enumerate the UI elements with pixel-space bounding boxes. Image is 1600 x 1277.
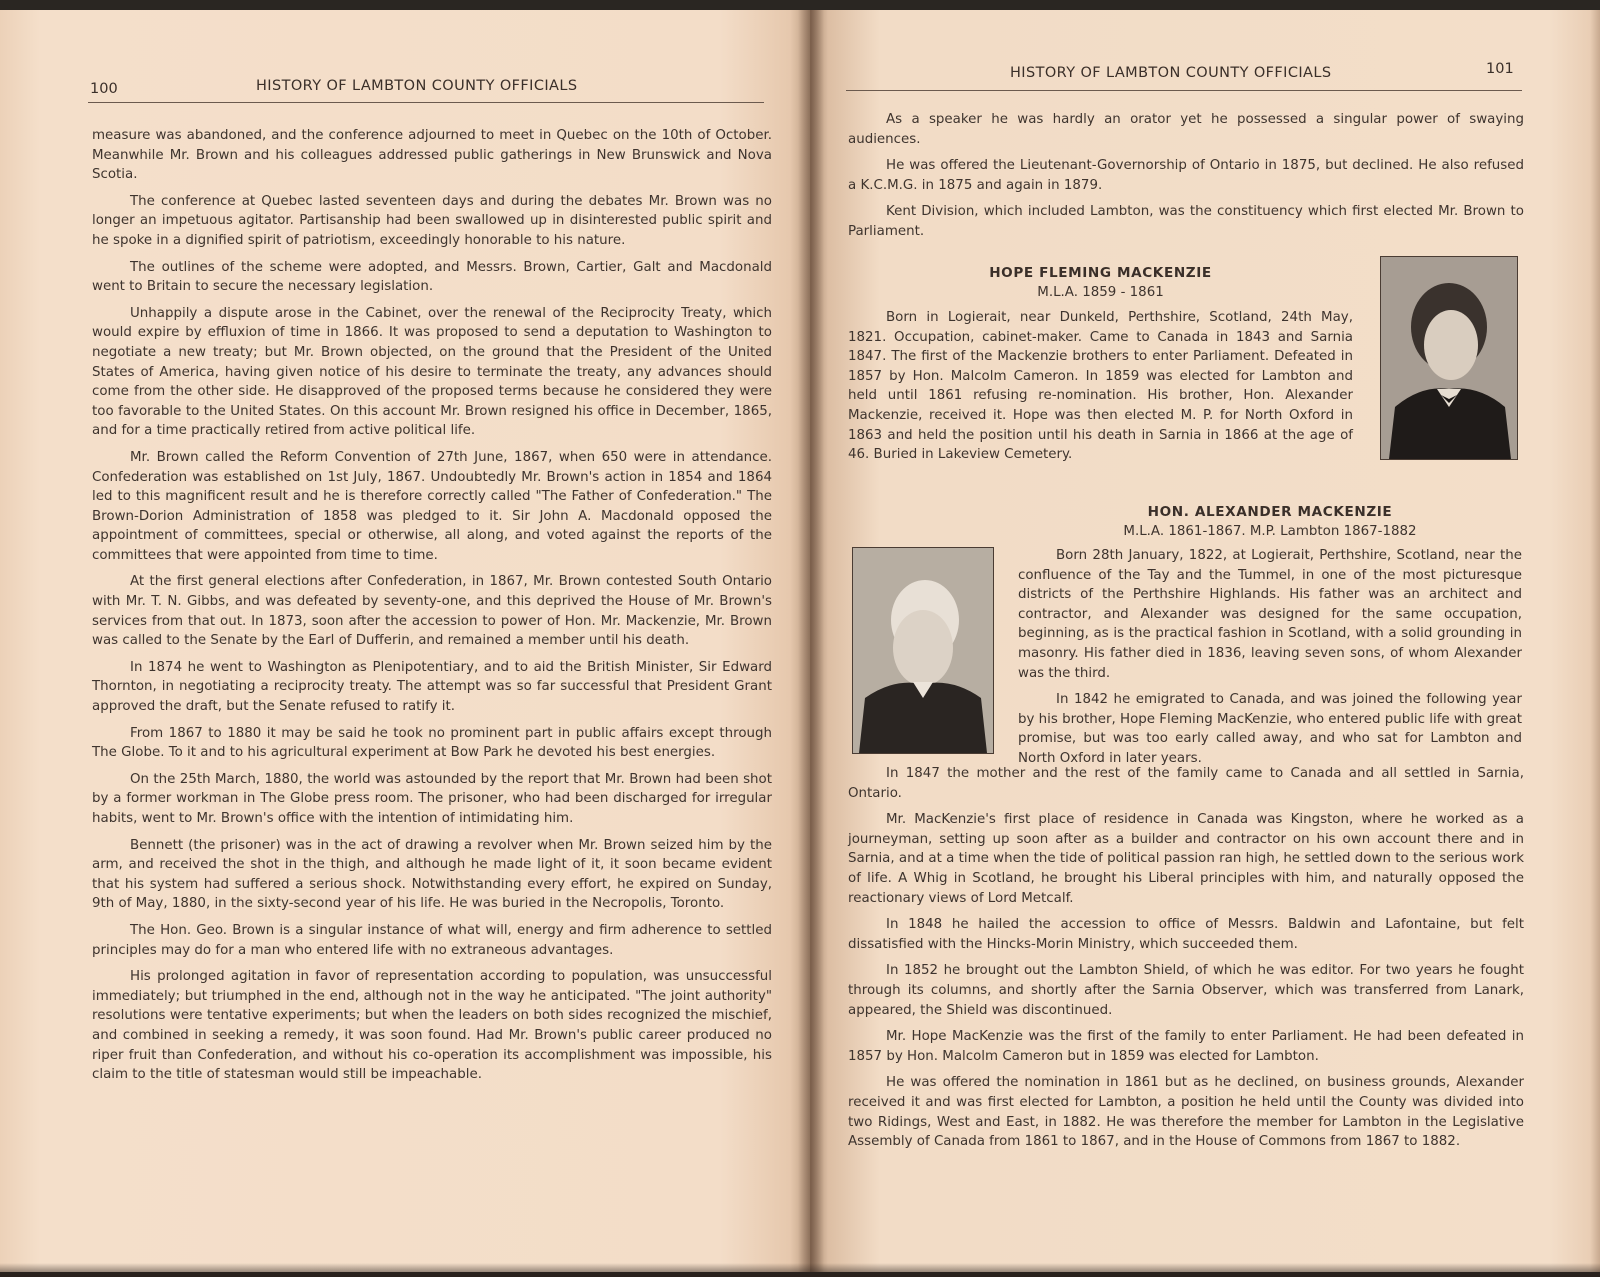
paragraph: In 1847 the mother and the rest of the family came to Canada and all settled in Sarnia, Ontario.: [848, 766, 1524, 801]
running-head: HISTORY OF LAMBTON COUNTY OFFICIALS: [1010, 65, 1332, 81]
bio-side-text: [1018, 546, 1522, 776]
paragraph: The outlines of the scheme were adopted, and Messrs. Brown, Cartier, Galt and Macdonald went to Britain to secure the necessary legislation.: [92, 259, 772, 295]
bio-text: [848, 308, 1353, 472]
header-rule: [846, 90, 1522, 91]
bio-name: HOPE FLEMING MACKENZIE: [989, 265, 1212, 281]
paragraph: Kent Division, which included Lambton, was the constituency which first elected Mr. Brown to Parliament.: [848, 204, 1524, 239]
portrait-photo: [1380, 256, 1518, 460]
paragraph: His prolonged agitation in favor of representation according to population, was unsuccessful immediately; but triumphed in the end, although not in the way he anticipated. "The joint authority" resolutions were tentative experiments; but when the leaders on both sides recognized the mischief, and combined in seeking a remedy, it was soon found. Had Mr. Brown's public career produced no riper fruit than Confederation, and without his co-operation its accomplishment was impossible, his claim to the title of statesman would still be impeachable.: [92, 969, 772, 1083]
paragraph: On the 25th March, 1880, the world was astounded by the report that Mr. Brown had been shot by a former workman in The Globe press room. The prisoner, who had been discharged for irregular habits, went to Mr. Brown's office with the intention of intimidating him.: [92, 771, 772, 826]
paragraph: He was offered the Lieutenant-Governorship of Ontario in 1875, but declined. He also refused a K.C.M.G. in 1875 and again in 1879.: [848, 158, 1524, 193]
bio-text: [848, 764, 1524, 1159]
paragraph: At the first general elections after Confederation, in 1867, Mr. Brown contested South Ontario with Mr. T. N. Gibbs, and was defeated by seventy-one, and this deprived the House of Mr. Brown's services from that out. In 1873, soon after the accession to power of Hon. Mr. Mackenzie, Mr. Brown was called to the Senate by the Earl of Dufferin, and remained a member until his death.: [92, 574, 772, 649]
paragraph: Mr. MacKenzie's first place of residence in Canada was Kingston, where he worked as a journeyman, setting up soon after as a builder and contractor on his own account there and in Sarnia, and at a time when the tide of political passion ran high, he settled down to the serious work of life. A Whig in Scotland, he brought his Liberal principles with him, and naturally opposed the reactionary views of Lord Metcalf.: [848, 812, 1524, 906]
paragraph: From 1867 to 1880 it may be said he took no prominent part in public affairs except through The Globe. To it and to his agricultural experiment at Bow Park he devoted his best energies.: [92, 725, 772, 761]
paragraph: The conference at Quebec lasted seventeen days and during the debates Mr. Brown was no longer an impetuous agitator. Partisanship had been swallowed up in disinterested public spirit and he spoke in a dignified spirit of patriotism, exceedingly honorable to his nature.: [92, 193, 772, 248]
book-gutter: [798, 10, 824, 1272]
paragraph: In 1842 he emigrated to Canada, and was joined the following year by his brother, Hope Fleming MacKenzie, who entered public life with great promise, but was too early called away, and who sat for Lambton and North Oxford in later years.: [1018, 692, 1522, 766]
paragraph: Bennett (the prisoner) was in the act of drawing a revolver when Mr. Brown seized him by the arm, and received the shot in the thigh, and although he made light of it, it soon became evident that his system had suffered a serious shock. Notwithstanding every effort, he expired on Sunday, 9th of May, 1880, in the sixty-second year of his life. He was buried in the Necropolis, Toronto.: [92, 837, 772, 912]
paragraph: In 1874 he went to Washington as Plenipotentiary, and to aid the British Minister, Sir Edward Thornton, in negotiating a reciprocity treaty. The attempt was so far successful that President Grant approved the draft, but the Senate refused to ratify it.: [92, 659, 772, 715]
paragraph: measure was abandoned, and the conference adjourned to meet in Quebec on the 10th of October. Meanwhile Mr. Brown and his colleagues addressed public gatherings in New Brunswick and Nova Scotia.: [92, 128, 772, 183]
bio-offices: M.L.A. 1861-1867. M.P. Lambton 1867-1882: [1123, 524, 1417, 539]
open-book: [0, 10, 1600, 1272]
paragraph: Unhappily a dispute arose in the Cabinet, over the renewal of the Reciprocity Treaty, which would expire by effluxion of time in 1866. It was proposed to send a deputation to Washington to negotiate a new treaty; but Mr. Brown objected, on the ground that the President of the United States of America, having given notice of his desire to terminate the treaty, any advances should come from the other side. He disapproved of the proposed terms because he considered they were too favorable to the United States. On this account Mr. Brown resigned his office in December, 1865, and for a time practically retired from active political life.: [92, 305, 772, 439]
right-page: [810, 10, 1600, 1272]
paragraph: In 1852 he brought out the Lambton Shield, of which he was editor. For two years he fought through its columns, and shortly after the Sarnia Observer, which was transferred from Lanark, appeared, the Shield was discontinued.: [848, 963, 1524, 1018]
paragraph: The Hon. Geo. Brown is a singular instance of what will, energy and firm adherence to settled principles may do for a man who entered life with no extraneous advantages.: [92, 922, 772, 958]
bio-name: HON. ALEXANDER MACKENZIE: [1147, 504, 1393, 520]
running-head: HISTORY OF LAMBTON COUNTY OFFICIALS: [256, 78, 578, 94]
left-page: [0, 10, 810, 1272]
paragraph: As a speaker he was hardly an orator yet he possessed a singular power of swaying audiences.: [848, 112, 1524, 147]
header-rule: [88, 102, 764, 103]
bio-offices: M.L.A. 1859 - 1861: [1037, 285, 1164, 300]
page-edge-shadow: [0, 1263, 1600, 1277]
page-number: 101: [1486, 61, 1514, 77]
left-body-text: [92, 126, 772, 1092]
paragraph: He was offered the nomination in 1861 but as he declined, on business grounds, Alexander received it and was first elected for Lambton, a position he held until the County was divided into two Ridings, West and East, in 1882. He was therefore the member for Lambton in the Legislative Assembly of Canada from 1861 to 1867, and in the House of Commons from 1867 to 1882.: [848, 1075, 1524, 1150]
paragraph: In 1848 he hailed the accession to office of Messrs. Baldwin and Lafontaine, but felt dissatisfied with the Hincks-Morin Ministry, which succeeded them.: [848, 917, 1524, 952]
paragraph: Born in Logierait, near Dunkeld, Perthshire, Scotland, 24th May, 1821. Occupation, cabinet-maker. Came to Canada in 1843 and Sarnia 1847. The first of the Mackenzie brothers to enter Parliament. Defeated in 1857 by Hon. Malcolm Cameron. In 1859 was elected for Lambton and held until 1861 refusing re-nomination. His brother, Hon. Alexander Mackenzie, received it. Hope was then elected M. P. for North Oxford in 1863 and held the position until his death in Sarnia in 1866 at the age of 46. Buried in Lakeview Cemetery.: [848, 310, 1353, 463]
portrait-photo: [852, 547, 994, 754]
paragraph: Mr. Hope MacKenzie was the first of the family to enter Parliament. He had been defeated in 1857 by Hon. Malcolm Cameron but in 1859 was elected for Lambton.: [848, 1029, 1524, 1064]
paragraph: Born 28th January, 1822, at Logierait, Perthshire, Scotland, near the confluence of the Tay and the Tummel, in one of the most picturesque districts of the Perthshire Highlands. His father was an architect and contractor, and Alexander was designed for the same occupation, beginning, as is the practical fashion in Scotland, with a solid grounding in masonry. His father died in 1836, leaving seven sons, of whom Alexander was the third.: [1018, 548, 1522, 681]
paragraph: Mr. Brown called the Reform Convention of 27th June, 1867, when 650 were in attendance. Confederation was established on 1st July, 1867. Undoubtedly Mr. Brown's action in 1854 and 1864 led to this magnificent result and he is therefore correctly called "The Father of Confederation." The Brown-Dorion Administration of 1858 was pledged to it. Sir John A. Macdonald opposed the appointment of committees, special or otherwise, all along, and voted against the reports of the committees that were appointed from time to time.: [92, 449, 772, 563]
page-number: 100: [90, 81, 118, 97]
intro-text: [848, 110, 1524, 249]
